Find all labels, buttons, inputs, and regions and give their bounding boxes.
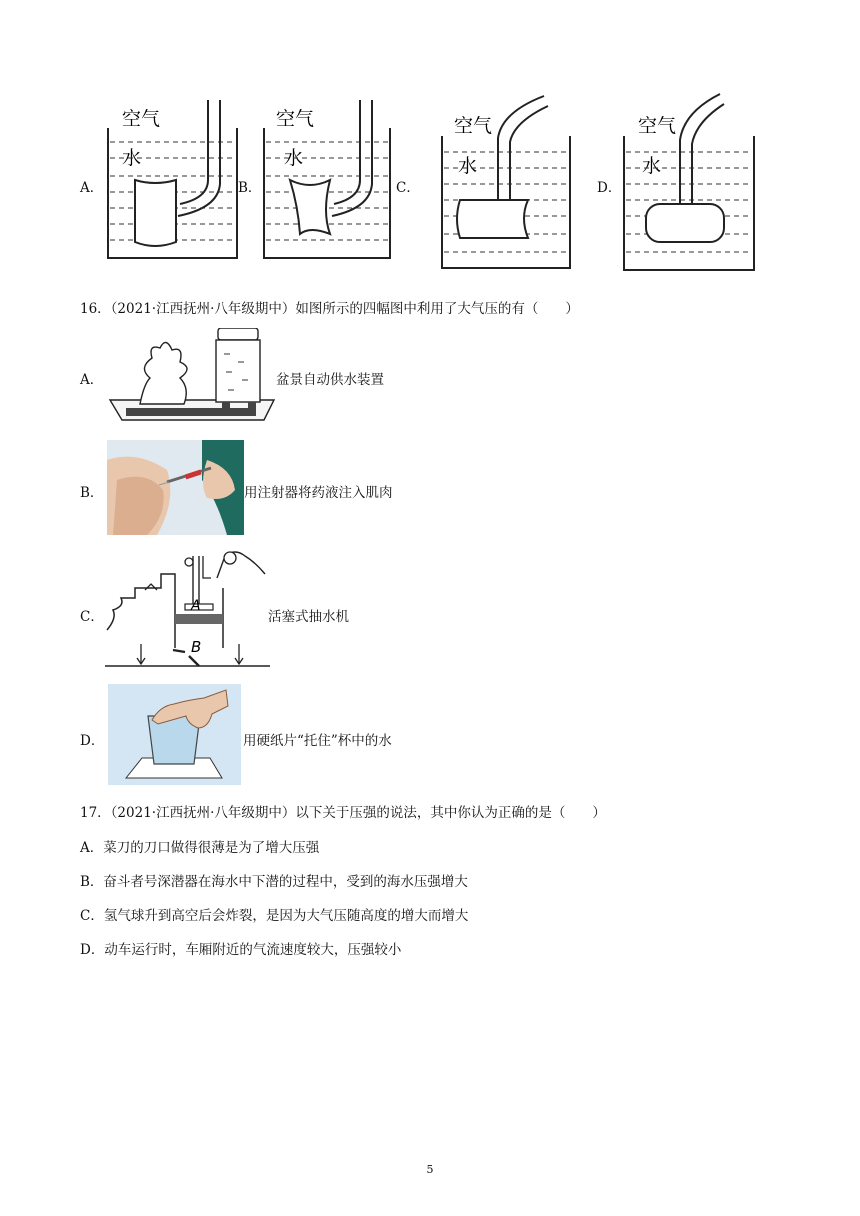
air-label: 空气 (122, 108, 161, 130)
card-holds-water-figure (108, 684, 241, 785)
option-letter: C． (80, 609, 104, 625)
option-letter: A． (80, 372, 104, 388)
option-caption: 活塞式抽水机 (268, 609, 349, 625)
q17-option-c: C．氢气球升到高空后会炸裂，是因为大气压随高度的增大而增大 (80, 908, 469, 924)
q17-stem: 17．（2021·江西抚州·八年级期中）以下关于压强的说法，其中你认为正确的是（ ） (80, 805, 606, 821)
air-label: 空气 (276, 108, 315, 130)
figure-a-container-sketch (100, 100, 240, 265)
option-letter: B． (238, 180, 262, 196)
water-label: 水 (642, 155, 662, 177)
option-letter: A． (80, 180, 104, 196)
option-caption: 用硬纸片“托住”杯中的水 (243, 733, 392, 749)
option-letter: C． (396, 180, 420, 196)
water-label: 水 (458, 155, 478, 177)
air-label: 空气 (638, 115, 677, 137)
option-letter: B． (80, 485, 104, 501)
q17-option-b: B．奋斗者号深潜器在海水中下潜的过程中，受到的海水压强增大 (80, 874, 468, 890)
piston-label-a: A (191, 598, 201, 614)
q17-option-a: A．菜刀的刀口做得很薄是为了增大压强 (80, 840, 320, 856)
q16-stem: 16．（2021·江西抚州·八年级期中）如图所示的四幅图中利用了大气压的有（ ） (80, 301, 579, 317)
figure-c-container-sketch (436, 92, 576, 272)
injection-photo (107, 440, 244, 535)
option-caption: 盆景自动供水装置 (276, 372, 384, 388)
option-letter: D． (80, 733, 105, 749)
air-label: 空气 (454, 115, 493, 137)
piston-pump-diagram (105, 548, 270, 672)
figure-b-container-sketch (258, 100, 398, 265)
option-caption: 用注射器将药液注入肌肉 (244, 485, 393, 501)
q17-option-d: D．动车运行时，车厢附近的气流速度较大，压强较小 (80, 942, 402, 958)
water-label: 水 (284, 147, 304, 169)
option-letter: D． (597, 180, 622, 196)
figure-d-container-sketch (620, 92, 760, 274)
water-label: 水 (122, 147, 142, 169)
page-number: 5 (426, 1163, 434, 1176)
valve-label-b: B (191, 638, 202, 656)
bonsai-water-supply-figure (108, 328, 278, 424)
